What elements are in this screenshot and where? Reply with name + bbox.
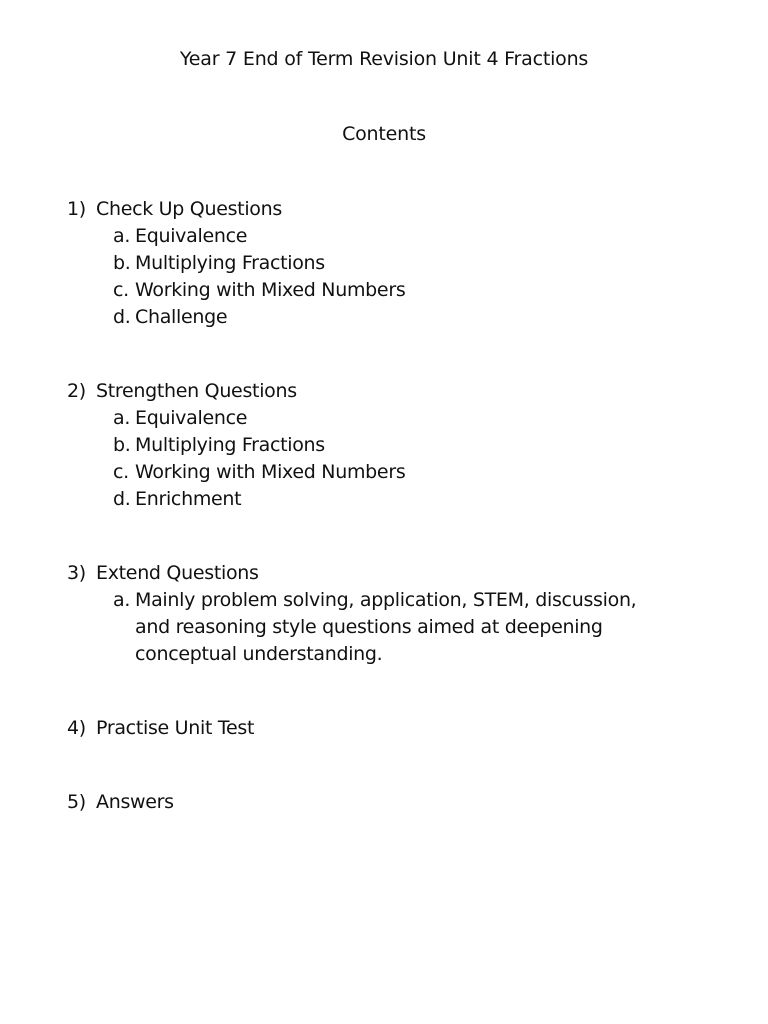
subsection-letter: a.: [113, 589, 131, 611]
section-label: Check Up Questions: [96, 198, 282, 220]
subsection-item: [67, 250, 727, 277]
section-number: 4): [67, 717, 86, 739]
subsection-letter: d.: [113, 488, 131, 510]
subsection-item: [67, 223, 727, 250]
toc-section-heading: [67, 196, 727, 223]
toc-section: [67, 560, 727, 668]
contents-heading: Contents: [342, 123, 426, 145]
subsection-text: Working with Mixed Numbers: [135, 279, 406, 301]
subsection-text: Multiplying Fractions: [135, 434, 325, 456]
subsection-list: [67, 405, 727, 513]
toc-section-heading: [67, 378, 727, 405]
table-of-contents: [67, 196, 727, 863]
subsection-text: Equivalence: [135, 225, 248, 247]
subsection-item: [67, 587, 727, 668]
subsection-letter: c.: [113, 461, 129, 483]
subsection-text: Working with Mixed Numbers: [135, 461, 406, 483]
section-label: Practise Unit Test: [96, 717, 255, 739]
subsection-letter: d.: [113, 306, 131, 328]
subsection-item: [67, 405, 727, 432]
subsection-letter: c.: [113, 279, 129, 301]
subsection-text: Multiplying Fractions: [135, 252, 325, 274]
subsection-item: [67, 432, 727, 459]
toc-section: [67, 378, 727, 513]
section-label: Extend Questions: [96, 562, 259, 584]
toc-section-heading: [67, 715, 727, 742]
subsection-list: [67, 587, 727, 668]
section-label: Strengthen Questions: [96, 380, 297, 402]
toc-section-heading: [67, 560, 727, 587]
toc-section: [67, 789, 727, 816]
section-label: Answers: [96, 791, 174, 813]
subsection-text: Mainly problem solving, application, STEM, discussion, and reasoning style questions aimed at deepening conceptual understanding.: [135, 589, 637, 665]
subsection-text: Enrichment: [135, 488, 242, 510]
subsection-letter: a.: [113, 225, 131, 247]
toc-section: [67, 196, 727, 331]
subsection-text: Equivalence: [135, 407, 248, 429]
subsection-letter: b.: [113, 252, 131, 274]
section-number: 3): [67, 562, 86, 584]
section-number: 2): [67, 380, 86, 402]
subsection-letter: a.: [113, 407, 131, 429]
subsection-list: [67, 223, 727, 331]
toc-section-heading: [67, 789, 727, 816]
subsection-letter: b.: [113, 434, 131, 456]
subsection-item: [67, 486, 727, 513]
subsection-text: Challenge: [135, 306, 228, 328]
section-number: 5): [67, 791, 86, 813]
subsection-item: [67, 277, 727, 304]
subsection-item: [67, 304, 727, 331]
document-title: Year 7 End of Term Revision Unit 4 Fractions: [179, 48, 589, 70]
section-number: 1): [67, 198, 86, 220]
subsection-item: [67, 459, 727, 486]
toc-section: [67, 715, 727, 742]
